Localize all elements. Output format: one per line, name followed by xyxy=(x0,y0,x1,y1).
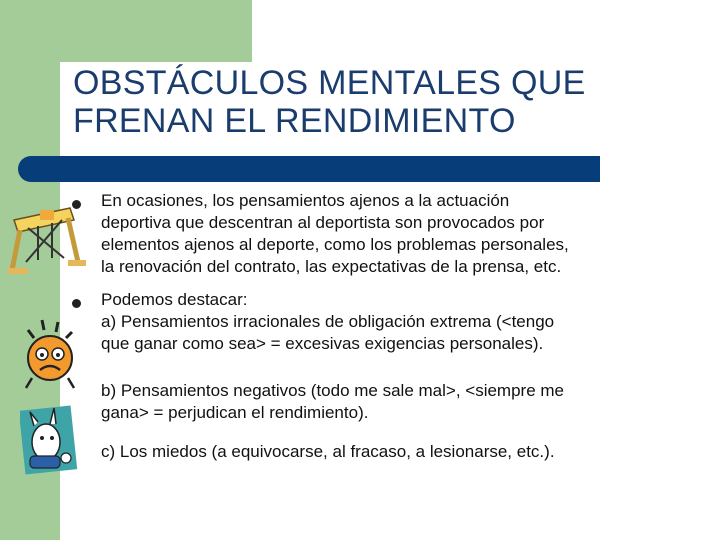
item-b-line: b) Pensamientos negativos (todo me sale mal>, <siempre me xyxy=(101,381,565,400)
bullet-1-line: elementos ajenos al deporte, como los problemas personales, xyxy=(101,235,569,254)
stressed-face-clipart-icon xyxy=(18,318,82,390)
title-line-2: FRENAN EL RENDIMIENTO xyxy=(73,102,516,140)
worried-character-clipart-icon xyxy=(20,402,78,476)
bullet-1-line: En ocasiones, los pensamientos ajenos a la actuación xyxy=(101,191,510,210)
item-c-line: c) Los miedos (a equivocarse, al fracaso, a lesionarse, etc.). xyxy=(101,442,555,461)
bullet-1-text xyxy=(101,190,671,278)
item-c-text xyxy=(101,441,671,463)
bullet-1-line: la renovación del contrato, las expectativas de la prensa, etc. xyxy=(101,257,562,276)
item-b-text xyxy=(101,380,671,424)
bullet-2-intro: Podemos destacar: xyxy=(101,290,248,309)
hurdle-clipart-icon xyxy=(8,190,86,278)
page-title xyxy=(73,64,673,140)
item-a-line: a) Pensamientos irracionales de obligación extrema (<tengo xyxy=(101,312,555,331)
green-top-band xyxy=(0,0,252,62)
item-b-line: gana> = perjudican el rendimiento). xyxy=(101,403,369,422)
title-line-1: OBSTÁCULOS MENTALES QUE xyxy=(73,64,586,102)
bullet-2-text xyxy=(101,289,671,355)
bullet-1-line: deportiva que descentran al deportista son provocados por xyxy=(101,213,545,232)
title-divider-bar xyxy=(18,156,600,182)
bullet-dot xyxy=(72,299,81,308)
item-a-line: que ganar como sea> = excesivas exigencias personales). xyxy=(101,334,544,353)
